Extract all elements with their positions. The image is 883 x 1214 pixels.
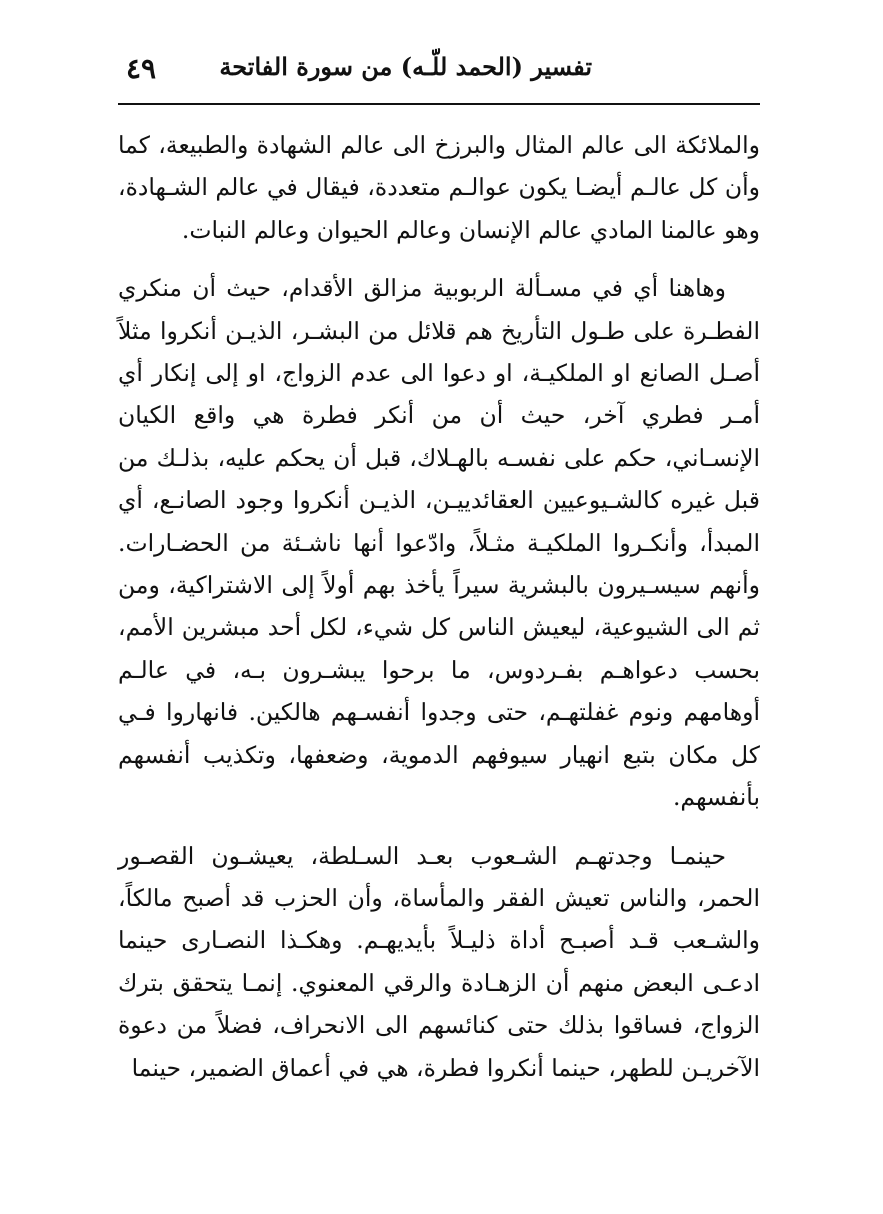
paragraph-3: حينمـا وجدتهـم الشـعوب بعـد السـلطة، يعيشـون القصـور الحمر، والناس تعيش الفقر والمأساة، وأن الحزب قد أصبح مالكاً، والشـعب قـد أصبـح أداة ذليـلاً بأيديهـم. وهكـذا النصـارى حينما ادعـى البعض منهم أن الزهـادة والرقي المعنوي. إنمـا يتحقق بترك الزواج، فساقوا بذلك حتى كنائسهم الى الانحراف، فضلاً من دعوة الآخريـن للطهر، حينما أنكروا فطرة، هي في أعماق الضمير، حينما <box>118 841 760 1082</box>
paragraph-1: والملائكة الى عالم المثال والبرزخ الى عالم الشهادة والطبيعة، كما وأن كل عالـم أيضـا يكون عوالـم متعددة، فيقال في عالم الشـهادة، وهو عالمنا المادي عالم الإنسان وعالم الحيوان وعالم النبات. <box>118 131 760 244</box>
page-number: ٤٩ <box>126 52 157 85</box>
page-header <box>118 48 760 96</box>
page-body <box>118 124 760 1089</box>
running-title: تفسير (الحمد للّـه) من سورة الفاتحة <box>219 52 592 81</box>
paragraph-2: وهاهنا أي في مسـألة الربوبية مزالق الأقدام، حيث أن منكري الفطـرة على طـول التأريخ هم قلائل من البشـر، الذيـن أنكروا مثلاً أصـل الصانع او الملكيـة، او دعوا الى عدم الزواج، او إلى إنكار أي أمـر فطري آخر، حيث أن من أنكر فطرة هي واقع الكيان الإنسـاني، حكم على نفسـه بالهـلاك، قبل أن يحكم عليه، بذلـك من قبل غيره كالشـيوعيين العقائدييـن، الذيـن أنكروا وجود الصانـع، أي المبدأ، وأنكـروا الملكيـة مثـلاً، وادّعوا أنها ناشـئة من الحضـارات. وأنهم سيسـيرون بالبشرية سيراً يأخذ بهم أولاً إلى الاشتراكية، ومن ثم الى الشيوعية، ليعيش الناس كل شيء، لكل أحد مبشرين الأمم، بحسب دعواهـم بفـردوس، ما برحوا يبشـرون بـه، في عالـم أوهامهم ونوم غفلتهـم، حتى وجدوا أنفسـهم هالكين. فانهاروا فـي كل مكان بتبع انهيار سيوفهم الدموية، وضعفها، وتكذيب أنفسهم بأنفسهم. <box>118 274 760 812</box>
header-divider <box>118 103 760 105</box>
